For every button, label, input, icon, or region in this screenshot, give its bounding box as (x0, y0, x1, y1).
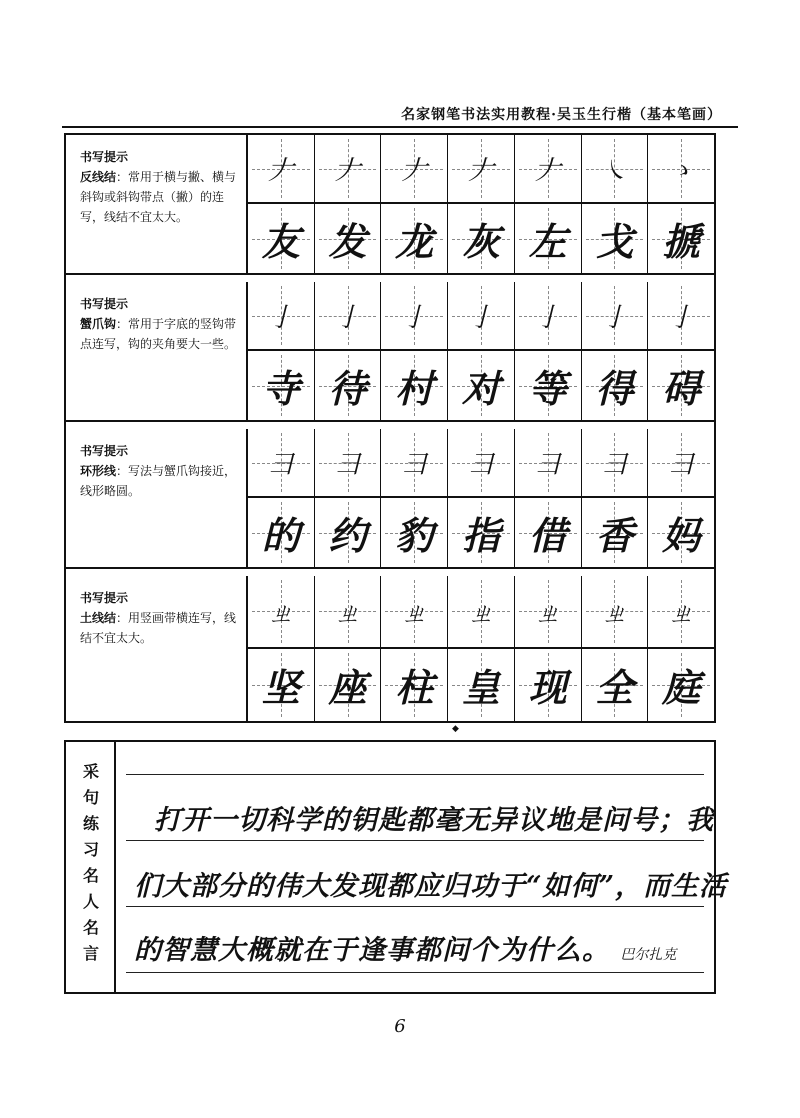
grid-cell (248, 576, 315, 647)
quote-attribution: 巴尔扎克 (620, 947, 677, 963)
grid-cell (515, 649, 582, 722)
writing-hint (66, 576, 248, 721)
writing-hint (66, 429, 248, 567)
stroke-sample: 彐 (468, 450, 495, 480)
stroke-sample: ㄓ (601, 598, 628, 629)
stroke-row (248, 429, 714, 498)
grid-cell (515, 576, 582, 647)
grid-cell (448, 282, 515, 349)
hint-body (80, 608, 238, 648)
grid-cell (315, 351, 382, 420)
grid-cell (248, 204, 315, 273)
hint-text: ：常用于横与撇、横与斜钩或斜钩带点（撇）的连写，线结不宜太大。 (80, 170, 237, 224)
grid-cell (381, 498, 448, 567)
grid-cell (248, 351, 315, 420)
grid-cell (515, 282, 582, 349)
stroke-sample: ㇏ (601, 156, 628, 186)
grid-cell (515, 204, 582, 273)
ruled-line (126, 840, 704, 841)
character-sample: 约 (328, 513, 367, 558)
grid-cell (515, 135, 582, 202)
grid-cell (582, 498, 649, 567)
grid-cell (315, 429, 382, 496)
stroke-row (248, 282, 714, 351)
character-sample: 柱 (395, 665, 434, 711)
practice-section-tuxianjie (66, 576, 714, 721)
practice-grid (248, 576, 714, 721)
grid-cell (648, 204, 714, 273)
character-sample: 坚 (261, 665, 300, 711)
grid-cell (648, 429, 714, 496)
hint-text: ：写法与蟹爪钩接近，线形略圆。 (80, 464, 237, 498)
character-sample: 豹 (395, 513, 434, 558)
writing-hint (66, 282, 248, 420)
stroke-sample: ㄓ (668, 598, 695, 629)
character-sample: 搋 (662, 219, 701, 264)
character-sample: 妈 (662, 513, 701, 558)
grid-cell (248, 498, 315, 567)
grid-cell (448, 351, 515, 420)
stroke-sample: 𠂇 (334, 156, 361, 186)
grid-cell (248, 282, 315, 349)
quote-line (134, 928, 676, 967)
character-sample: 左 (528, 219, 567, 264)
character-sample: 得 (595, 366, 634, 411)
character-row (248, 649, 714, 722)
character-sample: 村 (395, 366, 434, 411)
character-row (248, 498, 714, 567)
stroke-row (248, 576, 714, 649)
book-header-title: 名家钢笔书法实用教程·吴玉生行楷（基本笔画） (401, 107, 722, 123)
hint-title: 书写提示 (80, 297, 129, 311)
practice-grid (248, 429, 714, 567)
hint-title: 书写提示 (80, 591, 129, 605)
center-mark: ◆ (452, 724, 459, 734)
grid-cell (315, 204, 382, 273)
character-sample: 戈 (595, 219, 634, 264)
grid-cell (315, 576, 382, 647)
grid-cell (582, 576, 649, 647)
stroke-sample: 彐 (267, 450, 294, 480)
grid-cell (448, 204, 515, 273)
practice-grid (248, 282, 714, 420)
hint-title: 书写提示 (80, 444, 129, 458)
hint-body (80, 314, 238, 354)
stroke-sample: 𠂇 (401, 156, 428, 186)
grid-cell (515, 429, 582, 496)
quote-side-panel (66, 742, 116, 992)
character-sample: 待 (328, 366, 367, 411)
grid-cell (315, 135, 382, 202)
practice-section-huanxingxian (66, 429, 714, 569)
stroke-sample: 亅 (267, 303, 294, 333)
practice-section-fanxianjie (66, 135, 714, 275)
hint-term: 土线结 (80, 611, 117, 625)
grid-cell (582, 351, 649, 420)
grid-cell (381, 429, 448, 496)
character-row (248, 204, 714, 273)
character-sample: 灰 (462, 219, 501, 264)
character-sample: 的 (261, 513, 300, 558)
hint-term: 反线结 (80, 170, 117, 184)
quote-body (116, 742, 728, 992)
grid-cell (448, 649, 515, 722)
writing-hint (66, 135, 248, 273)
grid-cell (315, 498, 382, 567)
stroke-sample: 彐 (668, 450, 695, 480)
character-sample: 碍 (662, 366, 701, 411)
grid-cell (648, 498, 714, 567)
character-sample: 寺 (261, 366, 300, 411)
quote-line-text: 的智慧大概就在于逢事都问个为什么。 (134, 935, 610, 966)
stroke-sample: 亅 (468, 303, 495, 333)
character-sample: 座 (328, 665, 367, 711)
grid-cell (648, 649, 714, 722)
stroke-sample: 亅 (401, 303, 428, 333)
ruled-line (126, 774, 704, 775)
stroke-sample: 𠂇 (468, 156, 495, 186)
character-sample: 发 (328, 219, 367, 264)
grid-cell (381, 649, 448, 722)
page-number: 6 (394, 1016, 406, 1037)
quote-practice-box (64, 740, 728, 994)
character-sample: 对 (462, 366, 501, 411)
character-row (248, 351, 714, 420)
stroke-sample: ㄓ (534, 598, 561, 629)
grid-cell (582, 204, 649, 273)
stroke-sample: ㄓ (468, 598, 495, 629)
character-sample: 借 (528, 513, 567, 558)
grid-cell (248, 135, 315, 202)
grid-cell (448, 498, 515, 567)
stroke-sample: 彐 (334, 450, 361, 480)
grid-cell (381, 576, 448, 647)
character-sample: 香 (595, 513, 634, 558)
grid-cell (582, 429, 649, 496)
character-sample: 指 (462, 513, 501, 558)
quote-line: 们大部分的伟大发现都应归功于“如何”，而生活 (134, 871, 728, 902)
character-sample: 友 (261, 219, 300, 264)
stroke-sample: ゝ (668, 156, 695, 186)
stroke-sample: 𠂇 (534, 156, 561, 186)
stroke-sample: 亅 (334, 303, 361, 333)
grid-cell (515, 498, 582, 567)
grid-cell (648, 135, 714, 202)
grid-cell (648, 351, 714, 420)
ruled-line (126, 972, 704, 973)
hint-text: ：常用于字底的竖钩带点连写，钩的夹角要大一些。 (80, 317, 237, 351)
stroke-sample: 亅 (668, 303, 695, 333)
grid-cell (381, 135, 448, 202)
grid-cell (448, 135, 515, 202)
stroke-sample: 亅 (534, 303, 561, 333)
grid-cell (381, 351, 448, 420)
header-rule (62, 126, 738, 128)
character-sample: 等 (528, 366, 567, 411)
hint-body (80, 461, 238, 501)
grid-cell (582, 282, 649, 349)
grid-cell (448, 576, 515, 647)
character-sample: 龙 (395, 219, 434, 264)
hint-term: 环形线 (80, 464, 117, 478)
grid-cell (315, 282, 382, 349)
grid-cell (248, 649, 315, 722)
stroke-row (248, 135, 714, 204)
character-sample: 庭 (662, 665, 701, 711)
grid-cell (648, 576, 714, 647)
grid-cell (582, 135, 649, 202)
character-sample: 现 (528, 665, 567, 711)
stroke-sample: 亅 (601, 303, 628, 333)
character-sample: 全 (595, 665, 634, 711)
ruled-line (126, 906, 704, 907)
stroke-sample: ㄓ (267, 598, 294, 629)
character-sample: 皇 (462, 665, 501, 711)
stroke-sample: 𠂇 (267, 156, 294, 186)
grid-cell (315, 649, 382, 722)
grid-cell (248, 429, 315, 496)
grid-cell (515, 351, 582, 420)
practice-grid (248, 135, 714, 273)
grid-cell (582, 649, 649, 722)
hint-title: 书写提示 (80, 150, 129, 164)
stroke-sample: 彐 (401, 450, 428, 480)
quote-side-label: 采句练习名人名言 (80, 763, 100, 971)
practice-section-xiezhuagou (66, 282, 714, 422)
quote-line: 打开一切科学的钥匙都毫无异议地是问号；我 (154, 805, 714, 836)
hint-text: ：用竖画带横连写，线结不宜太大。 (80, 611, 237, 645)
stroke-sample: 彐 (534, 450, 561, 480)
stroke-sample: ㄓ (401, 598, 428, 629)
stroke-sample: ㄓ (334, 598, 361, 629)
grid-cell (448, 429, 515, 496)
grid-cell (381, 282, 448, 349)
grid-cell (381, 204, 448, 273)
hint-body (80, 167, 238, 227)
hint-term: 蟹爪钩 (80, 317, 117, 331)
practice-frame (64, 133, 716, 723)
grid-cell (648, 282, 714, 349)
stroke-sample: 彐 (601, 450, 628, 480)
